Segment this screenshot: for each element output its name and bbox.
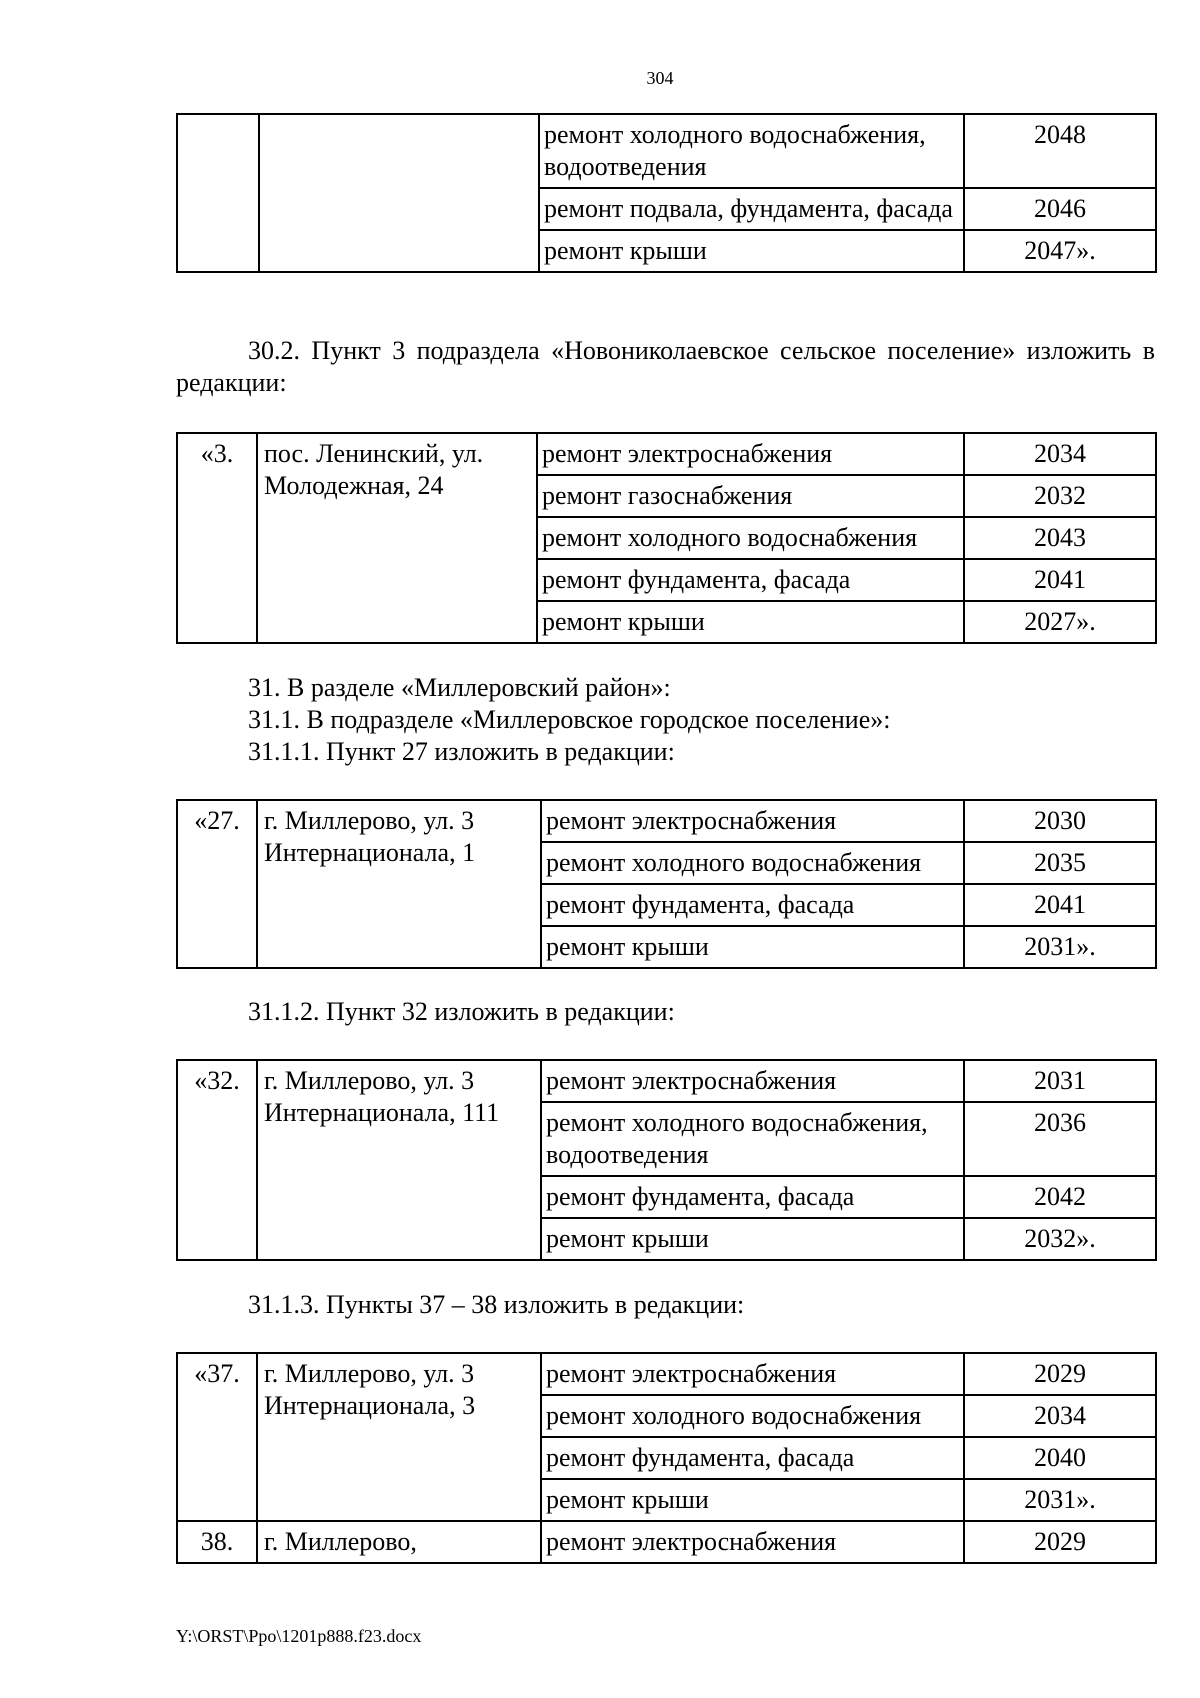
year-cell: 2029 — [964, 1521, 1156, 1563]
number-cell: «27. — [177, 800, 257, 968]
work-cell: ремонт электроснабжения — [541, 800, 964, 842]
year-cell: 2042 — [964, 1176, 1156, 1218]
address-cell: г. Миллерово, ул. 3 Интернационала, 1 — [257, 800, 541, 968]
table-item-3 — [176, 432, 1157, 644]
table-item-32 — [176, 1059, 1157, 1261]
work-cell: ремонт холодного водоснабжения, водоотведения — [541, 1102, 964, 1176]
number-cell: «37. — [177, 1353, 257, 1521]
year-cell: 2041 — [964, 884, 1156, 926]
work-cell: ремонт холодного водоснабжения — [541, 1395, 964, 1437]
number-cell: «3. — [177, 433, 257, 643]
address-cell: г. Миллерово, ул. 3 Интернационала, 111 — [257, 1060, 541, 1260]
year-cell: 2041 — [964, 559, 1156, 601]
work-cell: ремонт электроснабжения — [541, 1521, 964, 1563]
work-cell: ремонт электроснабжения — [541, 1353, 964, 1395]
address-cell: г. Миллерово, — [257, 1521, 541, 1563]
paragraph-30-2: 30.2. Пункт 3 подраздела «Новониколаевское сельское поселение» изложить в редакции: — [176, 336, 1155, 397]
work-cell: ремонт подвала, фундамента, фасада — [539, 188, 964, 230]
number-cell: 38. — [177, 1521, 257, 1563]
table-row — [177, 1521, 1156, 1563]
table-items-37-38 — [176, 1352, 1157, 1564]
year-cell: 2027». — [964, 601, 1156, 643]
paragraph-31-1-2: 31.1.2. Пункт 32 изложить в редакции: — [248, 997, 675, 1026]
work-cell: ремонт электроснабжения — [541, 1060, 964, 1102]
year-cell: 2031». — [964, 926, 1156, 968]
year-cell: 2032 — [964, 475, 1156, 517]
table-row — [177, 433, 1156, 475]
work-cell: ремонт крыши — [541, 1479, 964, 1521]
work-cell: ремонт холодного водоснабжения — [537, 517, 964, 559]
address-cell — [259, 114, 539, 272]
year-cell: 2032». — [964, 1218, 1156, 1260]
address-cell: пос. Ленинский, ул. Молодежная, 24 — [257, 433, 537, 643]
year-cell: 2034 — [964, 1395, 1156, 1437]
paragraph-31-1-1: 31.1.1. Пункт 27 изложить в редакции: — [248, 737, 675, 766]
table-row — [177, 114, 1156, 188]
year-cell: 2048 — [964, 114, 1156, 188]
year-cell: 2031». — [964, 1479, 1156, 1521]
table-row — [177, 800, 1156, 842]
table-row — [177, 1353, 1156, 1395]
year-cell: 2035 — [964, 842, 1156, 884]
year-cell: 2031 — [964, 1060, 1156, 1102]
year-cell: 2046 — [964, 188, 1156, 230]
year-cell: 2043 — [964, 517, 1156, 559]
work-cell: ремонт крыши — [539, 230, 964, 272]
paragraph-31-1: 31.1. В подразделе «Миллеровское городское поселение»: — [248, 705, 891, 734]
work-cell: ремонт фундамента, фасада — [541, 884, 964, 926]
work-cell: ремонт электроснабжения — [537, 433, 964, 475]
year-cell: 2029 — [964, 1353, 1156, 1395]
table-row — [177, 1060, 1156, 1102]
paragraph-31: 31. В разделе «Миллеровский район»: — [248, 673, 671, 702]
year-cell: 2047». — [964, 230, 1156, 272]
number-cell — [177, 114, 259, 272]
work-cell: ремонт фундамента, фасада — [541, 1176, 964, 1218]
number-cell: «32. — [177, 1060, 257, 1260]
year-cell: 2034 — [964, 433, 1156, 475]
address-cell: г. Миллерово, ул. 3 Интернационала, 3 — [257, 1353, 541, 1521]
table-continuation — [176, 113, 1157, 273]
year-cell: 2040 — [964, 1437, 1156, 1479]
year-cell: 2036 — [964, 1102, 1156, 1176]
year-cell: 2030 — [964, 800, 1156, 842]
work-cell: ремонт крыши — [541, 926, 964, 968]
paragraph-31-1-3: 31.1.3. Пункты 37 – 38 изложить в редакции: — [248, 1290, 745, 1319]
work-cell: ремонт холодного водоснабжения — [541, 842, 964, 884]
work-cell: ремонт газоснабжения — [537, 475, 964, 517]
file-path-footer: Y:\ORST\Ppo\1201p888.f23.docx — [176, 1626, 422, 1646]
table-item-27 — [176, 799, 1157, 969]
work-cell: ремонт крыши — [541, 1218, 964, 1260]
work-cell: ремонт крыши — [537, 601, 964, 643]
work-cell: ремонт фундамента, фасада — [541, 1437, 964, 1479]
work-cell: ремонт фундамента, фасада — [537, 559, 964, 601]
work-cell: ремонт холодного водоснабжения, водоотведения — [539, 114, 964, 188]
page-number: 304 — [646, 68, 674, 88]
